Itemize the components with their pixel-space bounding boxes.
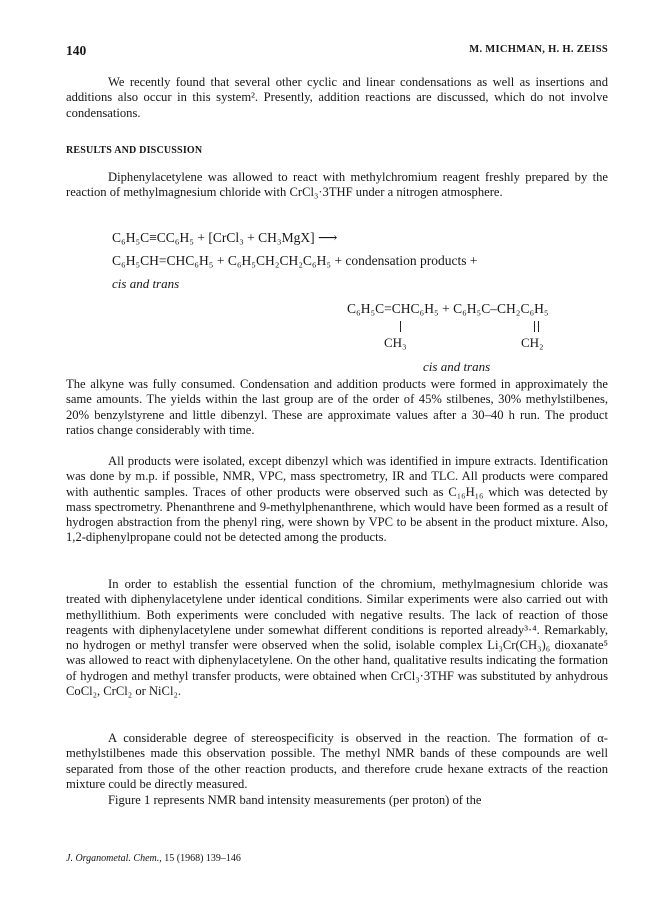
methyl-substituent: CH₃ (384, 335, 407, 350)
alkyne-paragraph: The alkyne was fully consumed. Condensation and addition products were formed in approximately the same amounts. The yields within the last group are of the order of 45% stilbenes, 30% methylstilbenes, 20% benzylstyrene and little dibenzyl. These are approximate values after a 30–40 h run. The product ratios change considerably with time. (66, 377, 608, 437)
single-bond-line (400, 321, 401, 332)
equation-line-1: C₆H₅C≡CC₆H₅ + [CrCl₃ + CH₃MgX] ⟶ (112, 230, 338, 245)
running-header-authors: M. MICHMAN, H. H. ZEISS (469, 44, 608, 55)
figure-paragraph: Figure 1 represents NMR band intensity measurements (per proton) of the (108, 793, 482, 807)
equation-line-2: C₆H₅CH=CHC₆H₅ + C₆H₅CH₂CH₂C₆H₅ + condensation products + (112, 253, 478, 268)
journal-citation: 15 (1968) 139–146 (164, 853, 241, 864)
paper-page (66, 0, 608, 912)
journal-footer (66, 853, 241, 864)
equation-line-3: C₆H₅C=CHC₆H₅ + C₆H₅C–CH₂C₆H₅ (347, 301, 549, 316)
page-number: 140 (66, 43, 87, 58)
chromium-paragraph: In order to establish the essential function of the chromium, methylmagnesium chloride was treated with diphenylacetylene under identical conditions. Similar experiments were also carried out with methyllithium. Both experiments were concluded with negative results. The lack of reaction of those reagents with diphenylacetylene under somewhat different conditions is reported already³·⁴. Remarkably, no hydrogen or methyl transfer were observed when the solid, isolable complex Li₃Cr(CH₃)₆ dioxanate⁵ was allowed to react with diphenylacetylene. On the other hand, qualitative results indicating the formation of hydrogen and methyl transfer products, were obtained when CrCl₃·3THF was substituted by anhydrous CoCl₂, CrCl₂ or NiCl₂. (66, 577, 608, 699)
methylstilbene-structure (347, 301, 608, 379)
double-bond-line (534, 321, 539, 332)
section-heading: RESULTS AND DISCUSSION (66, 145, 203, 156)
journal-name: J. Organometal. Chem., (66, 853, 162, 864)
methylene-substituent: CH₂ (521, 335, 544, 350)
stereospecificity-paragraph: A considerable degree of stereospecificity is observed in the reaction. The formation of α-methylstilbenes made this observation possible. The methyl NMR bands of these compounds are well separated from those of the other reaction products, and therefore crude hexane extracts of the reaction mixture could be directly measured. (66, 731, 608, 791)
running-header (66, 43, 608, 59)
reaction-paragraph: Diphenylacetylene was allowed to react with methylchromium reagent freshly prepared by the reaction of methylmagnesium chloride with CrCl₃·3THF under a nitrogen atmosphere. (66, 170, 608, 200)
intro-paragraph: We recently found that several other cyclic and linear condensations as well as insertions and additions also occur in this system². Presently, addition reactions are discussed, which do not involve condensations. (66, 75, 608, 120)
equation-note-2: cis and trans (423, 359, 491, 374)
isolation-paragraph: All products were isolated, except dibenzyl which was identified in impure extracts. Identification was done by m.p. if possible, NMR, VPC, mass spectrometry, IR and TLC. All products were compared with authentic samples. Traces of other products were observed such as C₁₆H₁₆ which was detected by mass spectrometry. Phenanthrene and 9-methylphenanthrene, which would have been formed as a result of hydrogen abstraction from the phenyl ring, were shown by VPC to be absent in the product mixture. Also, 1,2-diphenylpropane could not be detected among the products. (66, 454, 608, 545)
equation-note-1: cis and trans (112, 276, 180, 291)
